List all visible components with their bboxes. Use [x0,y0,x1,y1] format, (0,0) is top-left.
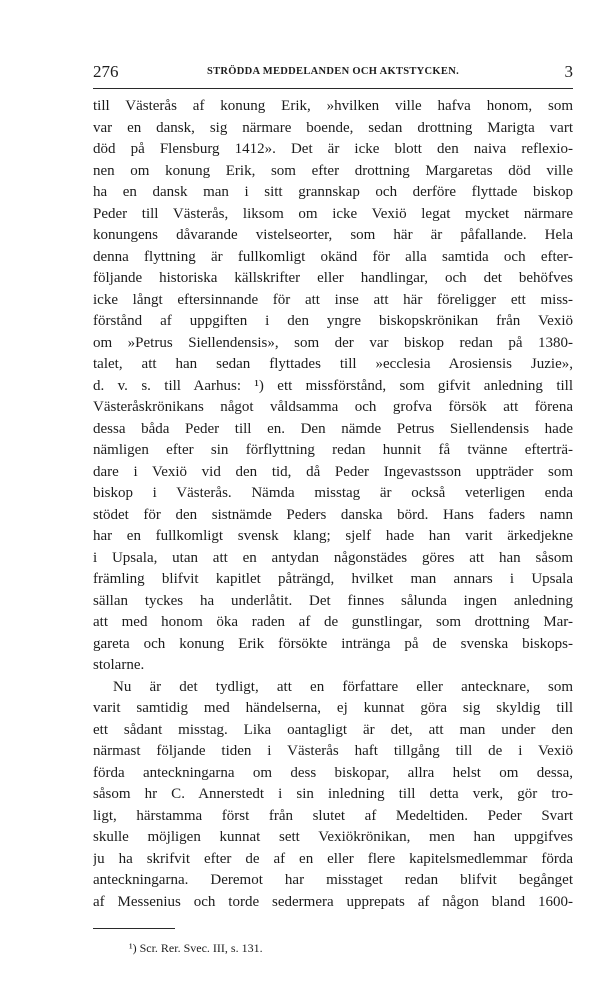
text-line: ju ha skrifvit efter de af en eller flere kapitelsmedlemmar förda [93,850,573,867]
text-line: ha en dansk man i sitt grannskap och derföre flyttade biskop [93,184,573,200]
text-line: Peder till Västerås, liksom om icke Vexiö legat mycket närmare [93,205,573,222]
text-line: närmast följande tiden i Västerås haft tillgång till de i Vexiö [93,743,573,759]
text-line: till Västerås af konung Erik, »hvilken ville hafva honom, som [93,98,573,114]
text-line: konungens dåvarande vistelseorter, som här är påfallande. Hela [93,227,573,243]
document-page [93,62,573,956]
page-number: 276 [93,62,119,81]
text-line: främling blifvit kapitlet påträngd, hvilket man annars i Upsala [93,571,573,587]
text-line: var en dansk, sig närmare boende, sedan drottning Marigta vart [93,119,573,136]
text-line: har en fullkomligt svensk klang; sjelf hade han varit ärkedjekne [93,528,573,544]
text-line: dessa båda Peder till en. Den nämde Petrus Siellendensis hade [93,420,573,437]
text-line: biskop i Västerås. Nämda misstag är också veterligen enda [93,485,573,501]
text-line: icke långt eftersinnande för att inse att här föreligger ett miss- [93,291,573,308]
text-line: förda anteckningarna om dess biskopar, allra helst om dessa, [93,764,573,781]
text-line: denna flyttning är fullkomligt okänd för alla samtida och efter- [93,248,573,265]
text-line: dare i Vexiö vid den tid, då Peder Ingevastsson uppträder som [93,463,573,480]
body-text [93,96,573,913]
text-line: gareta och konung Erik försökte intränga på de svenska biskops- [93,635,573,652]
text-line: af Messenius och torde sedermera upprepats af någon bland 1600- [93,893,573,910]
text-line: ligt, härstamma först från slutet af Medeltiden. Peder Svart [93,807,573,824]
footnote [129,941,573,956]
running-header [93,62,573,86]
text-line: skulle möjligen kunnat sett Vexiökrönikan, men han uppgifves [93,829,573,845]
footnote-marker: ¹) [129,941,137,955]
text-line: följande historiska källskrifter eller handlingar, och det behöfves [93,270,573,286]
text-line: såsom hr C. Annerstedt i sin inledning till detta verk, gör tro- [93,786,573,802]
running-title: STRÖDDA MEDDELANDEN OCH AKTSTYCKEN. [206,66,460,77]
text-line: d. v. s. till Aarhus: ¹) ett missförstånd, som gifvit anledning till [93,377,573,394]
text-line: Västeråskrönikans något våldsamma och grofva försök att förena [93,399,573,415]
text-line: talet, att han sedan flyttades till »ecclesia Arosiensis Juzie», [93,356,573,372]
text-line: förstånd af uppgiften i den yngre biskopskrönikan från Vexiö [93,313,573,329]
text-line: nen om konung Erik, som efter drottning Margaretas död ville [93,162,573,179]
footnote-text: Scr. Rer. Svec. III, s. 131. [139,941,263,955]
header-rule [93,88,573,89]
text-line: nämligen efter sin förflyttning redan hunnit få tvänne efterträ- [93,442,573,458]
text-line: stödet för den sistnämde Peders danska börd. Hans faders namn [93,506,573,523]
text-line: anteckningarna. Deremot har misstaget redan blifvit begånget [93,872,573,888]
text-line: att med honom öka raden af de gunstlingar, som drottning Mar- [93,614,573,630]
sheet-number: 3 [564,62,573,81]
text-line: varit samtidig med händelserna, ej kunnat göra sig skyldig till [93,700,573,716]
text-line: om »Petrus Siellendensis», som der var biskop redan på 1380- [93,334,573,351]
text-line: i Upsala, utan att en antydan någonstädes göres att han såsom [93,549,573,566]
text-line: död på Flensburg 1412». Det är icke blott den naiva reflexio- [93,141,573,157]
text-line: sällan tyckes ha underlåtit. Det finnes sålunda ingen anledning [93,592,573,609]
text-line: ett sådant misstag. Lika oantagligt är det, att man under den [93,721,573,738]
text-line: stolarne. [93,657,145,673]
footnote-rule [93,928,175,929]
text-line: Nu är det tydligt, att en författare eller antecknare, som [113,678,573,695]
